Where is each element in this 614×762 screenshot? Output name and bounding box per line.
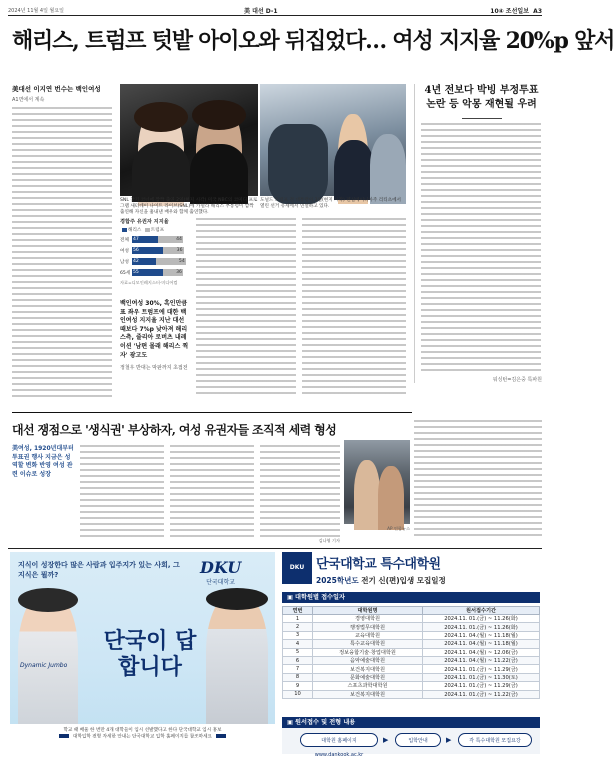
table-row: [283, 623, 540, 631]
ad2-schedule-title: 대학원별 접수일자: [295, 594, 345, 601]
ad-big-text: 단국이 답합니다: [103, 628, 197, 680]
row-school: 보건복지대학원: [313, 690, 423, 698]
legend-swatch-trump: [145, 228, 150, 232]
row-number: 6: [283, 656, 313, 664]
apply-step-requirements[interactable]: 각 특수대학원 모집요강: [458, 733, 532, 747]
ad2-logo: DKU: [282, 552, 312, 584]
ad-person-left-hair: [18, 588, 78, 612]
ad-bottom-sub: 대학입학 전형 자세한 안내는 단국대학교 입학 홈페이지를 참조하세요: [73, 734, 212, 740]
section-label: 美 대선 D-1: [244, 8, 278, 15]
table-row: [283, 682, 540, 690]
row-period: 2024.11. 01.(금) ~ 11.30(토): [423, 673, 540, 681]
paper-name: 10④ 조선일보: [490, 8, 529, 15]
ad-bottom-text: 학교 때 배울 한 번만 4개 대학들이 입시 선발했다고 한다 단국대학교 입시 홍보: [63, 728, 222, 733]
main-headline: 해리스, 트럼프 텃밭 아이오와 뒤집었다… 여성 지지율 20%p 앞서: [12, 28, 614, 54]
crowd-shape: [370, 134, 406, 204]
row-school: 교육대학원: [313, 631, 423, 639]
ad-person-right-hair: [206, 588, 268, 610]
table-row: [283, 665, 540, 673]
table-row: [283, 648, 540, 656]
lead-column: [12, 84, 112, 397]
section2-photo-credit: AP 연합뉴스: [387, 526, 410, 531]
page-header: [8, 6, 542, 16]
row-school: 음악예술대학원: [313, 656, 423, 664]
col-school: 대학원명: [313, 607, 423, 615]
jacket-left: [132, 142, 190, 202]
chart-bars: [120, 235, 190, 277]
aircraft-shape: [268, 124, 328, 204]
ad-logo-name: 단국대학교: [206, 579, 236, 586]
table-row: [283, 656, 540, 664]
right-column: [414, 84, 542, 383]
mid-body-text-1: [196, 218, 296, 398]
section2-headline: 대선 쟁점으로 '생식권' 부상하자, 여성 유권자들 조직적 세력 형성: [12, 412, 412, 438]
ad-logo: [200, 558, 241, 586]
section2-deck: 美여성, 1920년대부터 투표권 행사 지금은 성 역할 변화 반영 여성 관련 이슈로 성장: [12, 445, 74, 478]
row-school: 스포츠과학대학원: [313, 682, 423, 690]
ad2-year: 2025학년도: [316, 576, 359, 585]
chart-category-label: 전체: [120, 237, 129, 243]
photo-women-rally: [344, 440, 410, 524]
sub-headline-text: 백인여성 30%, 흑인만큼 표 좌우 트럼프에 대한 백인여성 지지율 지난 대선 때보다 7%p 낮아져 해리스측, 줄리아 로버츠 내레이션 '남편 몰래 해리스 찍자' 광고도: [120, 300, 189, 359]
row-school: 문화예술대학원: [313, 673, 423, 681]
ad-bottom-strip: [10, 724, 275, 754]
ad2-title: 단국대학교 특수대학원: [316, 557, 441, 572]
lead-body-text: [12, 107, 112, 397]
legend-trump: 트럼프: [150, 228, 165, 233]
chart-title: 경합주 유권자 지지율: [120, 219, 169, 225]
photo-trump-rally: [260, 84, 406, 196]
ad2-apply-header: [282, 717, 540, 728]
arrow-right-icon: ▶: [383, 736, 389, 744]
arrow-right-icon: ▶: [446, 736, 452, 744]
right-column-divider: [462, 118, 502, 119]
chart-category-label: 남성: [120, 259, 129, 265]
bar-trump: 36: [163, 247, 183, 254]
right-column-byline: 워싱턴=김은중 특파원: [492, 377, 542, 383]
col-period: 원서접수기간: [423, 607, 540, 615]
row-period: 2024.11. 01.(금) ~ 11.26(화): [423, 623, 540, 631]
row-period: 2024.11. 04.(월) ~ 11.22(금): [423, 656, 540, 664]
lead-byline: A1면에서 계속: [12, 97, 45, 103]
ad-bottom-accent-right: [216, 734, 226, 738]
clipboard-icon: ▣: [287, 594, 293, 601]
row-period: 2024.11. 01.(금) ~ 11.22(금): [423, 690, 540, 698]
row-number: 7: [283, 665, 313, 673]
ad-tagline: Dynamic Jumbo: [20, 662, 68, 669]
col-number: 연번: [283, 607, 313, 615]
sub-headline-attribution: 정철우 반대는 막판까지 초접전: [120, 365, 188, 372]
table-row: [283, 690, 540, 698]
row-number: 4: [283, 640, 313, 648]
sub-headline: [120, 300, 190, 373]
row-period: 2024.11. 04.(월) ~ 12.06(금): [423, 648, 540, 656]
ad-logo-mark: DKU: [200, 558, 242, 577]
ad2-schedule-table: [282, 606, 540, 699]
table-row: [283, 640, 540, 648]
table-header-row: [283, 607, 540, 615]
chart-source: 자료=디모인레지스터·미디어컴: [120, 280, 178, 285]
right-column-body-2: [414, 420, 542, 538]
row-number: 8: [283, 673, 313, 681]
bar-trump: 54: [156, 258, 186, 265]
mid-body-text-2: [302, 218, 406, 398]
row-period: 2024.11. 04.(월) ~ 11.18(월): [423, 631, 540, 639]
right-column-body: [421, 123, 541, 373]
legend-harris: 해리스: [128, 228, 142, 233]
hair-right: [192, 100, 246, 130]
row-number: 2: [283, 623, 313, 631]
section2-body-3: [260, 445, 340, 537]
table-row: [283, 615, 540, 623]
page-number: A3: [533, 8, 542, 15]
dankook-ad-banner[interactable]: [10, 552, 275, 754]
row-period: 2024.11. 01.(금) ~ 11.26(화): [423, 615, 540, 623]
right-column-headline: 4년 전보다 박빙 부정투표 논란 등 악몽 재현될 우려: [424, 85, 539, 110]
graduate-school-ad: [282, 552, 540, 758]
row-school: 보건복지대학원: [313, 665, 423, 673]
apply-step-homepage[interactable]: 대학원 홈페이지 www.dankook.ac.kr: [300, 733, 378, 747]
legend-swatch-harris: [122, 228, 127, 232]
lead-kicker: 美대선 이지연 번수는 백인여성: [12, 85, 101, 93]
row-number: 3: [283, 631, 313, 639]
row-period: 2024.11. 04.(월) ~ 11.18(월): [423, 640, 540, 648]
bar-harris: 47: [132, 236, 158, 243]
ad2-apply-title: 원서접수 및 전형 내용: [295, 719, 356, 726]
hair-left: [134, 102, 188, 132]
row-school: 행정법무대학원: [313, 623, 423, 631]
ad2-apply-box: [282, 717, 540, 758]
ad2-schedule-header: [282, 592, 540, 603]
ad2-subtitle: 전기 신(편)입생 모집일정: [361, 576, 446, 585]
photo-right-caption: 도널드 트럼프 전 대통령이 3일(현지 시각) 펜실베이니아주 리티츠에서 열린 선거 유세에서 연설하고 있다.: [260, 198, 401, 209]
protester-2: [378, 466, 404, 530]
ad-bottom-accent-left: [59, 734, 69, 738]
row-period: 2024.11. 01.(금) ~ 11.29(금): [423, 682, 540, 690]
chart-category-label: 65세: [120, 270, 131, 276]
bar-harris: 55: [132, 269, 163, 276]
chart-legend: [120, 227, 190, 233]
bar-harris: 42: [132, 258, 156, 265]
apply-step-guide[interactable]: 입학안내: [395, 733, 441, 747]
row-period: 2024.11. 01.(금) ~ 11.29(금): [423, 665, 540, 673]
section2-byline: 김나영 기자: [318, 538, 340, 543]
row-school: 특수교육대학원: [313, 640, 423, 648]
jacket-right: [190, 144, 248, 204]
section2-body-1: [80, 445, 164, 537]
row-school: 정보융합기술·창업대학원: [313, 648, 423, 656]
bar-harris: 56: [132, 247, 163, 254]
section2-body-2: [170, 445, 254, 537]
ad-person-right: [206, 592, 268, 724]
table-row: [283, 673, 540, 681]
chart-row: [120, 268, 190, 277]
chart-category-label: 여성: [120, 248, 129, 254]
row-number: 1: [283, 615, 313, 623]
ad-top-text: 지식이 성장한다 많은 사람과 입주지가 있는 사회, 그 지식은 뭘까?: [18, 561, 180, 579]
photo-left-caption: SNL 찾기 코너에 깜짝 출연 2일(현지 시각) 미국 NBC의 코미디 프로그램 새터데이 나이트 라이브(SNL)에 카멀라 해리스 부통령이 깜짝 출연해 자신을 흉내낸 배우와 함께 출연했다.: [120, 198, 258, 215]
poll-chart: [120, 218, 190, 292]
chart-row: [120, 246, 190, 255]
photo-harris-snl: [120, 84, 258, 196]
chart-row: [120, 235, 190, 244]
chart-row: [120, 257, 190, 266]
row-number: 10: [283, 690, 313, 698]
ad-divider: [8, 548, 542, 549]
protester-1: [354, 460, 380, 530]
table-row: [283, 631, 540, 639]
bar-trump: 36: [163, 269, 183, 276]
row-number: 9: [283, 682, 313, 690]
row-number: 5: [283, 648, 313, 656]
bar-trump: 44: [158, 236, 183, 243]
issue-date: 2024년 11월 4일 월요일: [8, 8, 65, 14]
clipboard-icon: ▣: [287, 719, 293, 726]
trump-suit: [334, 140, 374, 200]
row-school: 경영대학원: [313, 615, 423, 623]
table-body: [283, 615, 540, 699]
